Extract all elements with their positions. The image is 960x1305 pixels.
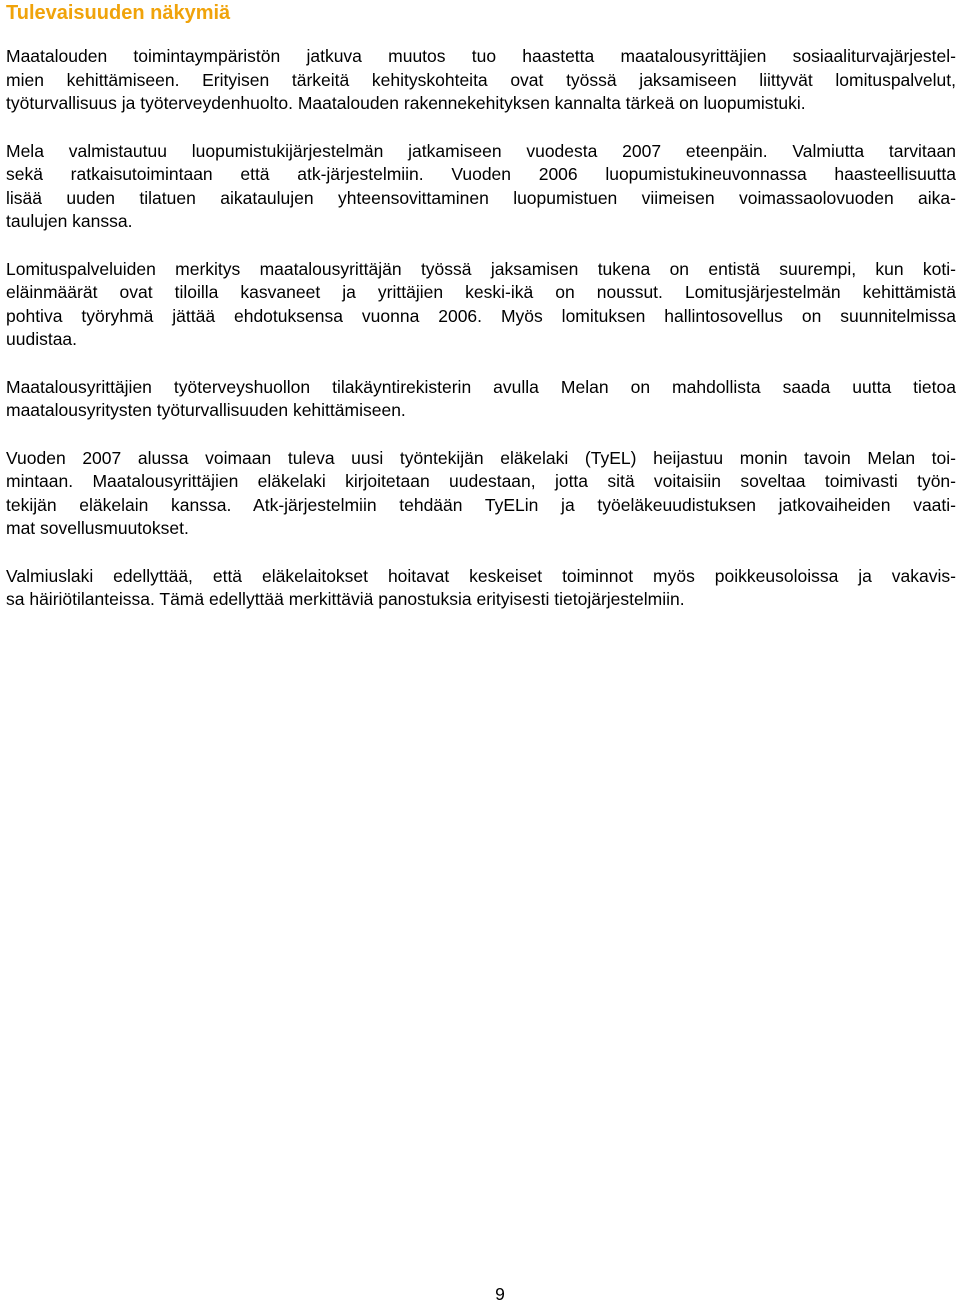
text-line: Valmiuslaki edellyttää, että eläkelaitokset hoitavat keskeiset toiminnot myös poikkeusoloissa ja vakavis- xyxy=(6,565,956,586)
text-line: Vuoden 2007 alussa voimaan tuleva uusi työntekijän eläkelaki (TyEL) heijastuu monin tavoin Melan toi- xyxy=(6,447,956,468)
text-line: uudistaa. xyxy=(6,329,78,349)
paragraph-pension-law xyxy=(6,447,956,541)
text-line: lisää uuden tilatuen aikataulujen yhteensovittaminen luopumistuen viimeisen voimassaolovuoden aika- xyxy=(6,187,956,208)
text-line: eläinmäärät ovat tiloilla kasvaneet ja yrittäjien keski-ikä on noussut. Lomitusjärjestelmän kehittämistä xyxy=(6,282,956,302)
text-line: mien kehittämiseen. Erityisen tärkeitä kehityskohteita ovat työssä jaksamiseen liittyvät lomituspalvelut, xyxy=(6,69,956,90)
section-heading: Tulevaisuuden näkymiä xyxy=(6,2,231,24)
text-line: Maatalousyrittäjien työterveyshuollon tilakäyntirekisterin avulla Melan on mahdollista saada uutta tietoa xyxy=(6,376,956,397)
document-page xyxy=(6,0,956,612)
text-line: taulujen kanssa. xyxy=(6,211,133,231)
text-line: työturvallisuus ja työterveydenhuolto. Maatalouden rakennekehityksen kannalta tärkeä on luopumistuki. xyxy=(6,93,806,113)
text-line: Maatalouden toimintaympäristön jatkuva muutos tuo haastetta maatalousyrittäjien sosiaaliturvajärjestel- xyxy=(6,46,956,66)
paragraph-preparedness-act xyxy=(6,565,956,612)
text-line: maatalousyritysten työturvallisuuden kehittämiseen. xyxy=(6,400,406,420)
text-line: Lomituspalveluiden merkitys maatalousyrittäjän työssä jaksamisen tukena on entistä suurempi, kun koti- xyxy=(6,258,956,279)
paragraph-retirement-support xyxy=(6,140,956,234)
text-line: sekä ratkaisutoimintaan että atk-järjestelmiin. Vuoden 2006 luopumistukineuvonnassa haasteellisuutta xyxy=(6,164,956,184)
text-line: tekijän eläkelain kanssa. Atk-järjestelmiin tehdään TyELin ja työeläkeuudistuksen jatkovaiheiden vaati- xyxy=(6,494,956,515)
paragraph-relief-services xyxy=(6,258,956,352)
text-line: pohtiva työryhmä jättää ehdotuksensa vuonna 2006. Myös lomituksen hallintosovellus on suunnitelmissa xyxy=(6,305,956,326)
text-line: mat sovellusmuutokset. xyxy=(6,518,189,538)
paragraph-occupational-health xyxy=(6,376,956,423)
paragraph-operating-environment xyxy=(6,45,956,116)
text-line: mintaan. Maatalousyrittäjien eläkelaki kirjoitetaan uudestaan, jotta sitä voitaisiin soveltaa toimivasti työn- xyxy=(6,471,956,491)
page-number: 9 xyxy=(495,1284,505,1304)
text-line: sa häiriötilanteissa. Tämä edellyttää merkittäviä panostuksia erityisesti tietojärjestelmiin. xyxy=(6,589,685,609)
text-line: Mela valmistautuu luopumistukijärjestelmän jatkamiseen vuodesta 2007 eteenpäin. Valmiutta tarvitaan xyxy=(6,140,956,161)
